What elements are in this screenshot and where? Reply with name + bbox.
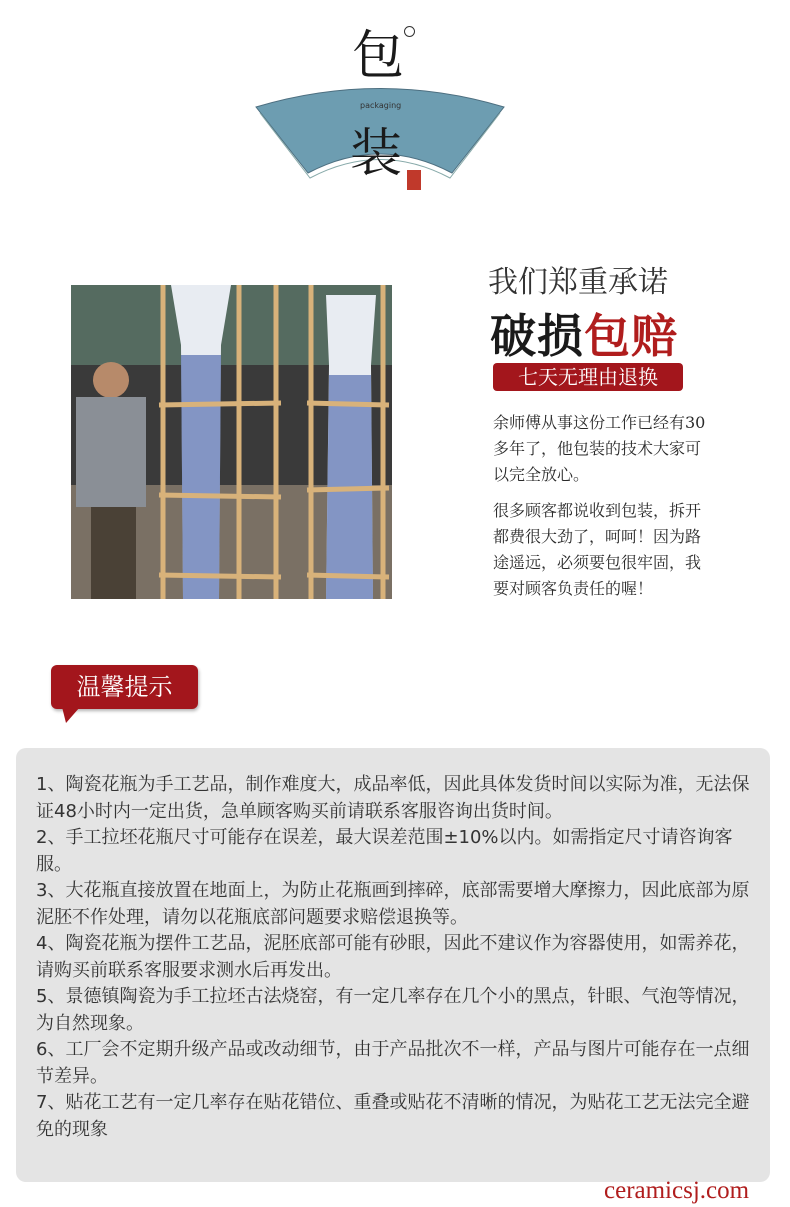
note-item: 7、贴花工艺有一定几率存在贴花错位、重叠或贴花不清晰的情况，为贴花工艺无法完全避免的现象	[36, 1092, 750, 1140]
header-char-top: 包	[352, 26, 405, 86]
notes-list	[36, 772, 752, 1143]
degree-circle-icon	[404, 26, 415, 37]
tips-label: 温馨提示	[51, 665, 198, 709]
promise-paragraph-1: 余师傅从事这份工作已经有30多年了，他包装的技术大家可以完全放心。	[493, 413, 706, 484]
promise-headline-black: 破损	[490, 309, 584, 363]
note-item: 6、工厂会不定期升级产品或改动细节，由于产品批次不一样，产品与图片可能存在一点细节差异。	[36, 1039, 750, 1087]
promise-paragraph-2: 很多顾客都说收到包装，拆开都费很大劲了，呵呵！因为路途遥远，必须要包很牢固，我要对顾客负责任的喔！	[493, 501, 702, 598]
promise-headline	[490, 300, 678, 366]
note-item: 5、景德镇陶瓷为手工拉坯古法烧窑，有一定几率存在几个小的黑点，针眼、气泡等情况，为自然现象。	[36, 986, 750, 1034]
note-item: 4、陶瓷花瓶为摆件工艺品，泥胚底部可能有砂眼，因此不建议作为容器使用，如需养花，请购买前联系客服要求测水后再发出。	[36, 933, 750, 981]
return-policy-badge: 七天无理由退换	[493, 363, 683, 391]
note-item: 3、大花瓶直接放置在地面上，为防止花瓶画到摔碎，底部需要增大摩擦力，因此底部为原泥胚不作处理，请勿以花瓶底部问题要求赔偿退换等。	[36, 880, 750, 928]
seal-stamp-icon	[407, 170, 421, 190]
note-item: 1、陶瓷花瓶为手工艺品，制作难度大，成品率低，因此具体发货时间以实际为准，无法保证48小时内一定出货，急单顾客购买前请联系客服咨询出货时间。	[36, 774, 750, 822]
site-watermark: ceramicsj.com	[604, 1177, 750, 1204]
promise-subtitle: 我们郑重承诺	[488, 265, 668, 300]
header-subtitle: packaging	[360, 101, 402, 110]
tips-label-tail-icon	[62, 707, 82, 725]
packing-photo	[71, 285, 392, 599]
header-char-bottom: 装	[350, 124, 403, 184]
note-item: 2、手工拉坯花瓶尺寸可能存在误差，最大误差范围±10%以内。如需指定尺寸请咨询客服。	[36, 827, 733, 875]
promise-headline-red: 包赔	[584, 309, 678, 363]
